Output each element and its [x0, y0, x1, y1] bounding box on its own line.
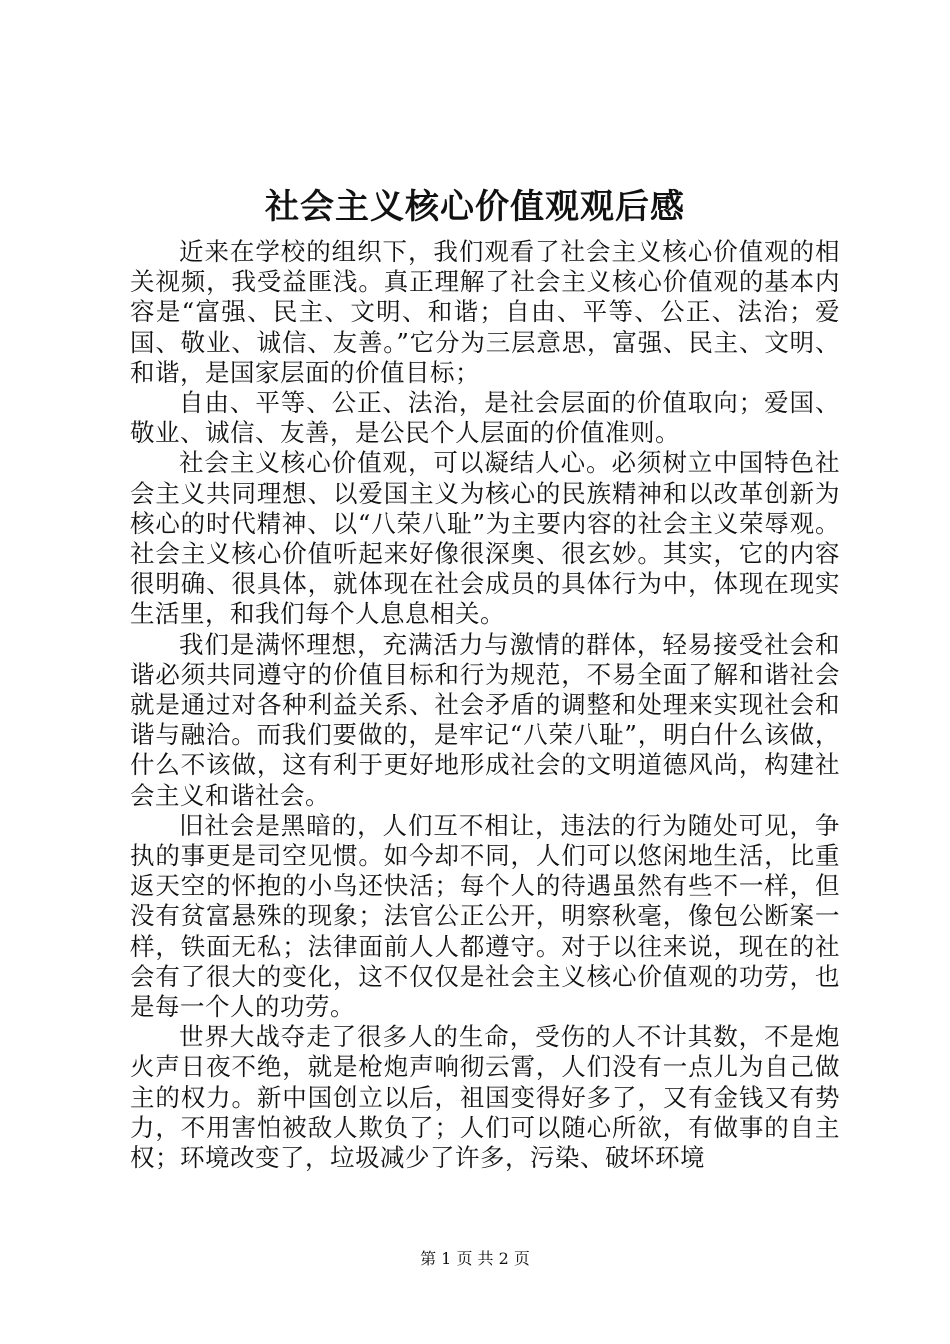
- paragraph-3: 社会主义核心价值观，可以凝结人心。必须树立中国特色社会主义共同理想、以爱国主义为核心的民族精神和以改革创新为核心的时代精神、以“八荣八耻”为主要内容的社会主义荣辱观。社会主义核心价值听起来好像很深奥、很玄妙。其实，它的内容很明确、很具体，就体现在社会成员的具体行为中，体现在现实生活里，和我们每个人息息相关。: [130, 448, 840, 629]
- paragraph-1: 近来在学校的组织下，我们观看了社会主义核心价值观的相关视频，我受益匪浅。真正理解了社会主义核心价值观的基本内容是“富强、民主、文明、和谐；自由、平等、公正、法治；爱国、敬业、诚信、友善。”它分为三层意思，富强、民主、文明、和谐，是国家层面的价值目标；: [130, 237, 840, 387]
- paragraph-5: 旧社会是黑暗的，人们互不相让，违法的行为随处可见，争执的事更是司空见惯。如今却不同，人们可以悠闲地生活，比重返天空的怀抱的小鸟还快活；每个人的待遇虽然有些不一样，但没有贫富悬殊的现象；法官公正公开，明察秋毫，像包公断案一样，铁面无私；法律面前人人都遵守。对于以往来说，现在的社会有了很大的变化，这不仅仅是社会主义核心价值观的功劳，也是每一个人的功劳。: [130, 810, 840, 1022]
- paragraph-2: 自由、平等、公正、法治，是社会层面的价值取向；爱国、敬业、诚信、友善，是公民个人层面的价值准则。: [130, 388, 840, 448]
- paragraph-6: 世界大战夺走了很多人的生命，受伤的人不计其数，不是炮火声日夜不绝，就是枪炮声响彻云霄，人们没有一点儿为自己做主的权力。新中国创立以后，祖国变得好多了，又有金钱又有势力，不用害怕被敌人欺负了；人们可以随心所欲，有做事的自主权；环境改变了，垃圾减少了许多，污染、破坏环境: [130, 1022, 840, 1173]
- document-body: [130, 237, 840, 1173]
- page-number-footer: 第 1 页 共 2 页: [420, 1249, 530, 1268]
- document-title: 社会主义核心价值观观后感: [265, 187, 685, 227]
- paragraph-4: 我们是满怀理想，充满活力与激情的群体，轻易接受社会和谐必须共同遵守的价值目标和行为规范，不易全面了解和谐社会就是通过对各种利益关系、社会矛盾的调整和处理来实现社会和谐与融洽。而我们要做的，是牢记“八荣八耻”，明白什么该做，什么不该做，这有利于更好地形成社会的文明道德风尚，构建社会主义和谐社会。: [130, 629, 840, 810]
